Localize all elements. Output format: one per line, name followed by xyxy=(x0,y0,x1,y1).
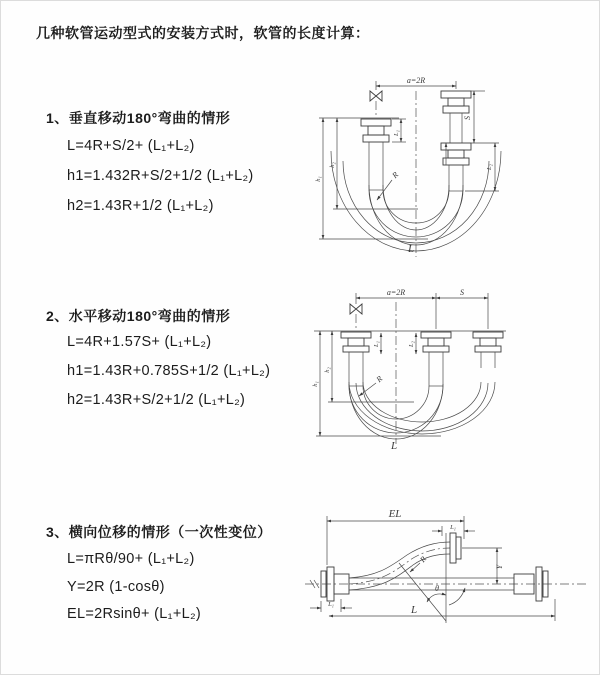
dim-label-end1: L₁ xyxy=(373,341,380,347)
dim-h2 xyxy=(329,118,418,209)
dim-a2R xyxy=(356,288,488,329)
valve-icon xyxy=(350,304,362,331)
dim-L1 xyxy=(373,333,381,354)
dim-label-stroke: S xyxy=(460,288,464,297)
dim-label-length: L xyxy=(391,440,398,452)
hose-arcs xyxy=(349,382,495,439)
dim-h1 xyxy=(315,118,428,239)
right-pipe xyxy=(450,113,462,143)
dim-label-angle: θ xyxy=(435,584,439,593)
diagram-lateral-displacement xyxy=(299,499,600,659)
dim-label-y: Y xyxy=(495,564,504,570)
dim-L1-top xyxy=(432,524,475,536)
left-flange xyxy=(361,119,391,142)
dim-label-stroke: S xyxy=(463,116,472,120)
dim-label-span: a=2R xyxy=(386,288,406,297)
dim-label-end-top: L₁ xyxy=(450,524,456,531)
dim-label-radius: R xyxy=(390,170,401,181)
dim-label-el: EL xyxy=(388,508,402,520)
dim-L xyxy=(329,599,555,621)
dim-label-end2: L₂ xyxy=(408,341,415,347)
section1-formula-h2: h2=1.43R+1/2 (L₁+L₂) xyxy=(67,198,214,214)
dim-label-length: L xyxy=(410,604,418,616)
section3-heading: 3、横向位移的情形（一次性变位） xyxy=(46,524,272,540)
dim-L1 xyxy=(392,119,406,142)
section3-formula-Y: Y=2R (1-cosθ) xyxy=(67,579,165,595)
section1-formula-L: L=4R+S/2+ (L₁+L₂) xyxy=(67,138,195,154)
right-flange-upper xyxy=(441,91,471,113)
right-flange-lower xyxy=(441,143,471,165)
dim-label-h1: h₁ xyxy=(315,176,322,182)
hose-s-curve xyxy=(349,542,450,590)
dim-L2 xyxy=(408,333,416,354)
dim-Y xyxy=(462,548,504,584)
right-flange xyxy=(473,332,503,352)
section2-heading: 2、水平移动180°弯曲的情形 xyxy=(46,308,231,324)
diagram-vertical-180-bend xyxy=(313,69,593,269)
dim-R xyxy=(377,170,400,200)
dim-R xyxy=(410,554,428,572)
left-hose-braid xyxy=(369,142,383,190)
page-title: 几种软管运动型式的安装方式时，软管的长度计算： xyxy=(36,25,370,41)
valve-icon xyxy=(370,91,382,118)
section3-formula-L: L=πRθ/90+ (L₁+L₂) xyxy=(67,551,195,567)
dim-label-length: L xyxy=(408,243,415,255)
dim-label-h2: h₂ xyxy=(329,162,336,168)
dim-label-radius: R xyxy=(374,374,385,385)
dim-label-end-left: L₁ xyxy=(328,601,334,608)
diagram-horizontal-180-bend xyxy=(306,284,600,469)
middle-hose-braid xyxy=(429,352,443,386)
section2-formula-h2: h2=1.43R+S/2+1/2 (L₁+L₂) xyxy=(67,392,246,408)
left-hose-braid xyxy=(349,352,363,386)
dim-label-end1: L₁ xyxy=(393,130,400,136)
dim-h2 xyxy=(324,331,414,402)
section1-heading: 1、垂直移动180°弯曲的情形 xyxy=(46,110,231,126)
right-hose-braid xyxy=(449,165,463,191)
right-pipe xyxy=(481,352,495,368)
dim-S xyxy=(463,91,499,143)
dim-a2R xyxy=(376,76,456,90)
middle-flange xyxy=(421,332,451,352)
section2-formula-L: L=4R+1.57S+ (L₁+L₂) xyxy=(67,334,212,350)
section3-formula-EL: EL=2Rsinθ+ (L₁+L₂) xyxy=(67,606,202,622)
dim-label-span: a=2R xyxy=(406,76,426,85)
dim-L1-left xyxy=(310,599,352,612)
dim-label-radius: R xyxy=(418,554,429,565)
upper-flange xyxy=(450,533,461,563)
dim-label-end2: L₂ xyxy=(486,164,493,170)
left-flange xyxy=(341,332,371,352)
dim-EL xyxy=(327,508,464,565)
dim-label-h1: h₁ xyxy=(312,381,319,387)
section2-formula-h1: h1=1.43R+0.785S+1/2 (L₁+L₂) xyxy=(67,363,271,379)
section1-formula-h1: h1=1.432R+S/2+1/2 (L₁+L₂) xyxy=(67,168,254,184)
dim-label-h2: h₂ xyxy=(324,367,331,373)
